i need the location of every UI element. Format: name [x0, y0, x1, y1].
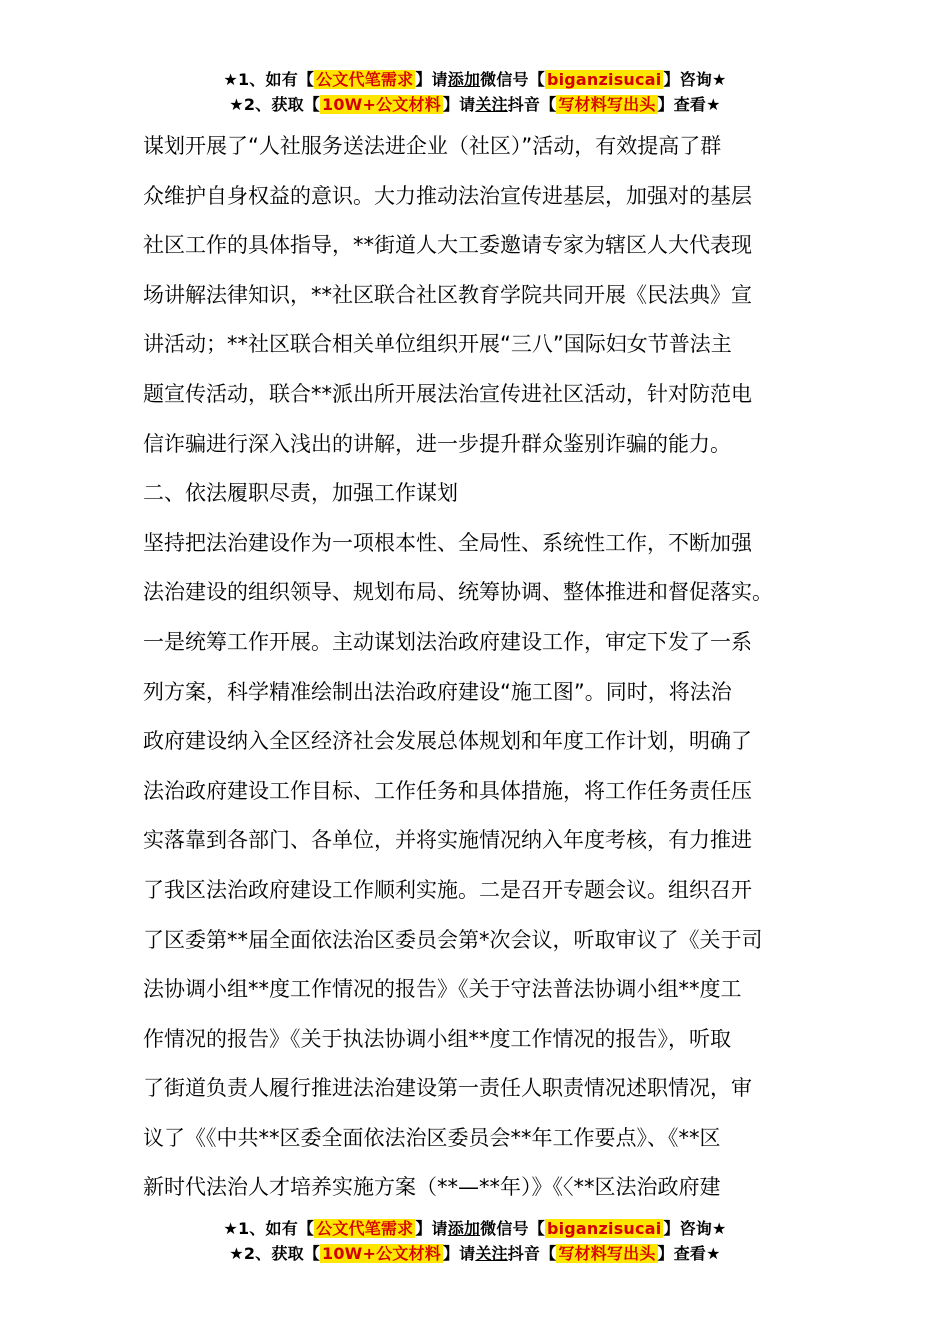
text-line: 法治政府建设工作目标、工作任务和具体措施，将工作任务责任压 — [143, 778, 752, 803]
wechat-id-highlight: biganzisucai — [546, 70, 662, 89]
wechat-id-highlight: biganzisucai — [546, 1219, 662, 1238]
service-highlight: 公文代笔需求 — [316, 1219, 414, 1238]
banner-text: 】咨询★ — [663, 1219, 727, 1238]
douyin-account-highlight: 写材料写出头 — [558, 1244, 656, 1263]
banner-text: 】咨询★ — [663, 70, 727, 89]
add-underlined: 添加 — [447, 70, 481, 89]
text-line: 法治建设的组织领导、规划布局、统筹协调、整体推进和督促落实。 — [143, 580, 773, 605]
text-line: 政府建设纳入全区经济社会发展总体规划和年度工作计划，明确了 — [143, 729, 752, 754]
text-line: 实落靠到各部门、各单位，并将实施情况纳入年度考核，有力推进 — [143, 828, 752, 853]
footer-banner — [0, 1216, 950, 1266]
banner-text: 微信号【 — [480, 70, 545, 89]
text-line: 一是统筹工作开展。主动谋划法治政府建设工作，审定下发了一系 — [143, 629, 752, 654]
douyin-account-highlight: 写材料写出头 — [558, 95, 656, 114]
header-banner — [0, 67, 950, 117]
text-line: 法协调小组**度工作情况的报告》《关于守法普法协调小组**度工 — [143, 977, 742, 1002]
text-line: 信诈骗进行深入浅出的讲解，进一步提升群众鉴别诈骗的能力。 — [143, 431, 731, 456]
service-highlight: 公文代笔需求 — [316, 70, 414, 89]
banner-line-2 — [0, 1241, 950, 1266]
banner-text: ★2、获取【 — [229, 95, 320, 114]
banner-text: 抖音【 — [507, 1244, 557, 1263]
banner-line-1 — [0, 67, 950, 92]
text-line: 了街道负责人履行推进法治建设第一责任人职责情况述职情况，审 — [143, 1076, 752, 1101]
text-line: 列方案，科学精准绘制出法治政府建设“施工图”。同时，将法治 — [143, 679, 732, 704]
banner-text: 】请 — [415, 70, 448, 89]
follow-underlined: 关注 — [475, 1244, 508, 1263]
banner-text: ★1、如有【 — [223, 70, 315, 89]
banner-text: 】请 — [442, 1244, 476, 1263]
add-underlined: 添加 — [447, 1219, 481, 1238]
banner-text: ★2、获取【 — [229, 1244, 320, 1263]
banner-line-2 — [0, 92, 950, 117]
text-line: 议了《《中共**区委全面依法治区委员会**年工作要点》、《**区 — [143, 1125, 721, 1150]
text-line: 了我区法治政府建设工作顺利实施。二是召开专题会议。组织召开 — [143, 877, 752, 902]
banner-text: ★1、如有【 — [223, 1219, 315, 1238]
text-line: 谋划开展了“人社服务送法进企业（社区）”活动，有效提高了群 — [143, 134, 722, 158]
text-line: 讲活动；**社区联合相关单位组织开展“三八”国际妇女节普法主 — [143, 332, 732, 357]
text-line: 众维护自身权益的意识。大力推动法治宣传进基层，加强对的基层 — [143, 183, 752, 208]
text-line: 了区委第**届全面依法治区委员会第*次会议，听取审议了《关于司 — [143, 927, 763, 952]
banner-line-1 — [0, 1216, 950, 1241]
banner-text: 】查看★ — [657, 95, 721, 114]
text-line: 新时代法治人才培养实施方案（**—**年）》《〈**区法治政府建 — [143, 1175, 721, 1200]
material-highlight: 10W+公文材料 — [321, 1244, 441, 1263]
text-line: 社区工作的具体指导，**街道人大工委邀请专家为辖区人大代表现 — [143, 233, 752, 258]
text-line: 场讲解法律知识，**社区联合社区教育学院共同开展《民法典》宣 — [143, 282, 752, 307]
banner-text: 微信号【 — [480, 1219, 545, 1238]
text-line: 作情况的报告》《关于执法协调小组**度工作情况的报告》，听取 — [143, 1026, 731, 1051]
follow-underlined: 关注 — [475, 95, 508, 114]
banner-text: 】查看★ — [657, 1244, 721, 1263]
text-line: 坚持把法治建设作为一项根本性、全局性、系统性工作，不断加强 — [143, 530, 752, 555]
banner-text: 抖音【 — [507, 95, 557, 114]
banner-text: 】请 — [415, 1219, 448, 1238]
text-line: 题宣传活动，联合**派出所开展法治宣传进社区活动，针对防范电 — [143, 381, 752, 406]
section-heading: 二、依法履职尽责，加强工作谋划 — [143, 481, 458, 506]
banner-text: 】请 — [442, 95, 476, 114]
document-body — [143, 122, 823, 1213]
material-highlight: 10W+公文材料 — [321, 95, 441, 114]
